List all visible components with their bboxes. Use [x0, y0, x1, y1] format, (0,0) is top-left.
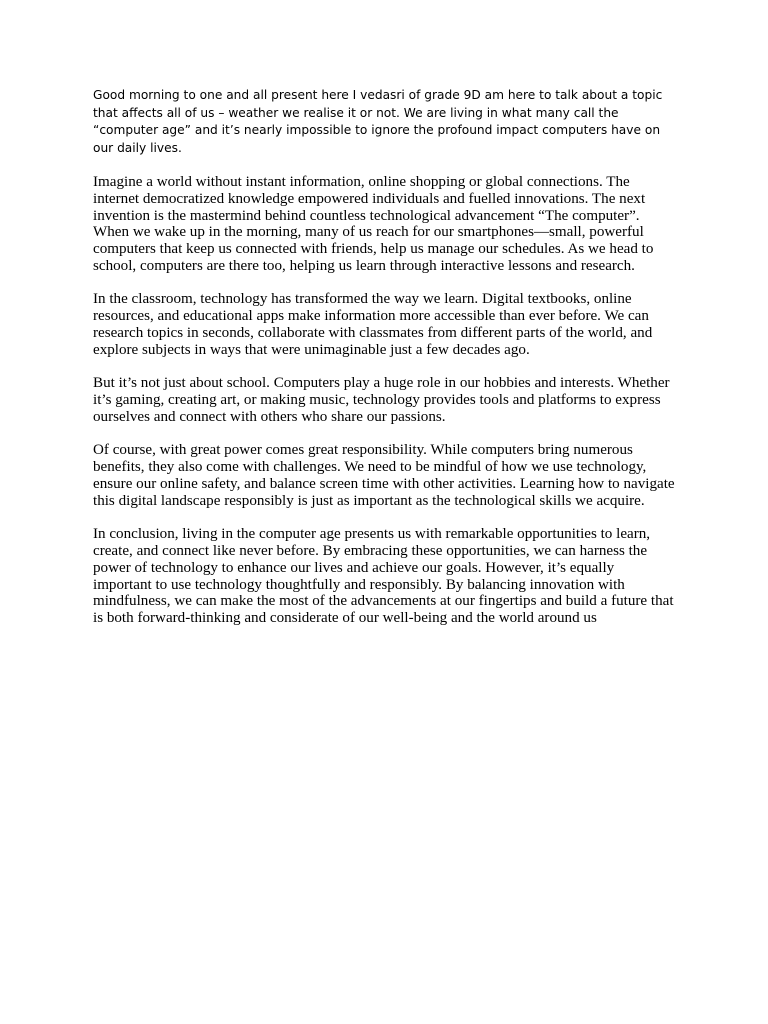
paragraph-world-without-computers: Imagine a world without instant information, online shopping or global connections. The internet democratized knowledge empowered individuals and fuelled innovations. The next invention is the mastermind behind countless technological advancement “The computer”. When we wake up in the morning, many of us reach for our smartphones—small, powerful computers that keep us connected with friends, help us manage our schedules. As we head to school, computers are there too, helping us learn through interactive lessons and research. [93, 174, 654, 274]
document-body [93, 87, 675, 644]
paragraph-hobbies: But it’s not just about school. Computers play a huge role in our hobbies and interests. Whether it’s gaming, creating art, or making music, technology provides tools and platforms to express ourselves and connect with others who share our passions. [93, 375, 670, 425]
paragraph-classroom: In the classroom, technology has transformed the way we learn. Digital textbooks, online resources, and educational apps make information more accessible than ever before. We can research topics in seconds, collaborate with classmates from different parts of the world, and explore subjects in ways that were unimaginable just a few decades ago. [93, 291, 653, 358]
paragraph-conclusion: In conclusion, living in the computer age presents us with remarkable opportunities to learn, create, and connect like never before. By embracing these opportunities, we can harness the power of technology to enhance our lives and achieve our goals. However, it’s equally important to use technology thoughtfully and responsibly. By balancing innovation with mindfulness, we can make the most of the advancements at our fingertips and build a future that is both forward-thinking and considerate of our well-being and the world around us [93, 526, 674, 627]
intro-paragraph: Good morning to one and all present here I vedasri of grade 9D am here to talk about a topic that affects all of us – weather we realise it or not. We are living in what many call the “computer age” and it’s nearly impossible to ignore the profound impact computers have on our daily lives. [93, 88, 663, 155]
paragraph-responsibility: Of course, with great power comes great responsibility. While computers bring numerous benefits, they also come with challenges. We need to be mindful of how we use technology, ensure our online safety, and balance screen time with other activities. Learning how to navigate this digital landscape responsibly is just as important as the technological skills we acquire. [93, 442, 675, 509]
